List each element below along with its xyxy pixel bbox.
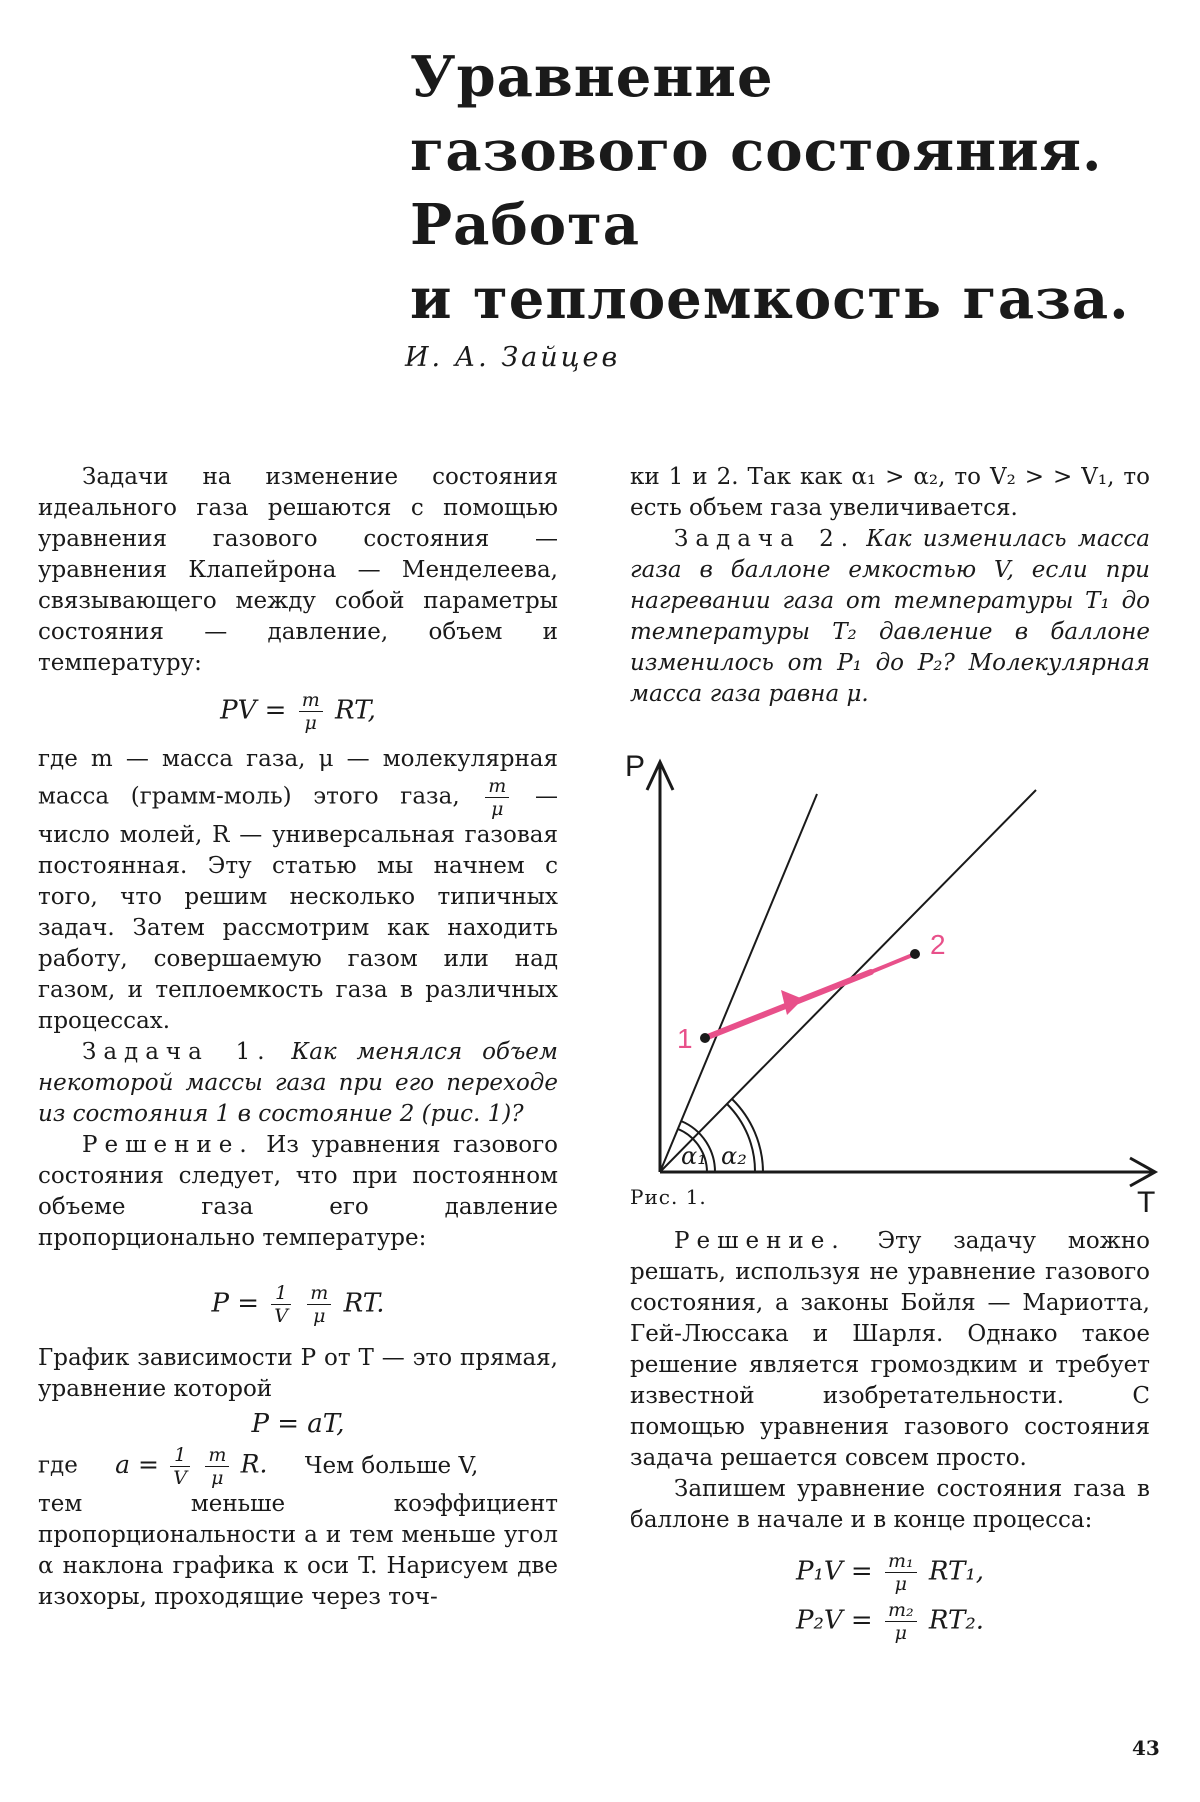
fraction-denominator: μ <box>894 1622 907 1644</box>
title-line-2: газового состояния. <box>410 118 1103 184</box>
formula-post-text: Чем больше V, <box>304 1452 479 1479</box>
task2-label: Задача 2. <box>674 526 856 552</box>
right-column-lower <box>630 1226 1150 1654</box>
definitions-text-a: где m — масса газа, μ — молекулярная масса (грамм-моль) этого газа, <box>38 746 558 810</box>
title-line-3: Работа <box>410 192 641 258</box>
formula-rhs: RT₂. <box>928 1605 985 1636</box>
figure-caption: Рис. 1. <box>630 1185 707 1209</box>
x-axis-label: T <box>1137 1186 1156 1219</box>
solution1-paragraph <box>38 1130 558 1254</box>
fraction-numerator: m <box>485 775 509 798</box>
fraction <box>205 1444 229 1489</box>
isochore-1 <box>660 794 817 1172</box>
left-column <box>38 462 558 1613</box>
fraction-denominator: V <box>274 1305 289 1327</box>
formula-initial-state <box>630 1550 1150 1595</box>
intro-paragraph: Задачи на изменение состояния идеального газа решаются с помощью уравнения газового состояния — уравнения Клапейрона — Менделеева, связывающего между собой параметры состояния — давление, объем и температуру: <box>38 464 558 676</box>
right-column <box>630 462 1150 710</box>
solution2-paragraph <box>630 1226 1150 1474</box>
formula-lhs: a = <box>115 1449 159 1479</box>
formula-lhs: P = <box>211 1288 260 1319</box>
angle-label-1: α₁ <box>681 1142 707 1170</box>
title-line-1: Уравнение <box>410 44 774 110</box>
fraction-numerator: m <box>307 1282 331 1305</box>
fraction <box>885 1599 917 1644</box>
fraction-denominator: μ <box>894 1573 907 1595</box>
state-equation-paragraph: Запишем уравнение состояния газа в баллоне в начале и в конце процесса: <box>630 1476 1150 1533</box>
state-point-2 <box>910 949 920 959</box>
fraction <box>170 1444 190 1489</box>
formula-lhs: P₁V = <box>795 1556 873 1587</box>
process-segment <box>871 954 915 972</box>
y-axis-label: P <box>625 750 646 783</box>
state-label-2: 2 <box>930 929 946 960</box>
state-point-1 <box>700 1033 710 1043</box>
fraction-denominator: μ <box>304 712 317 734</box>
solution1-text: Из уравнения газового состояния следует, что при постоянном объеме газа его давление пропорционально температуре: <box>38 1132 558 1251</box>
article-title <box>410 40 1130 336</box>
formula-clapeyron <box>38 689 558 734</box>
fraction <box>299 689 323 734</box>
formula-linear: P = aT, <box>251 1409 345 1439</box>
state-label-1: 1 <box>677 1023 693 1054</box>
fraction <box>271 1282 291 1327</box>
fraction-numerator: 1 <box>170 1444 190 1467</box>
task2-text: Как изменилась масса газа в баллоне емкостью V, если при нагревании газа от температуры T₁ до температуры T₂ давление в баллоне изменилось от P₁ до P₂? Молекулярная масса газа равна μ. <box>630 526 1151 707</box>
fraction-numerator: m <box>205 1444 229 1467</box>
fraction-denominator: μ <box>313 1305 326 1327</box>
definitions-text-b: — число молей, R — универсальная газовая постоянная. Эту статью мы начнем с того, что решим несколько типичных задач. Затем рассмотрим как находить работу, совершаемую газом или над газом, и теплоемкость газа в различных процессах. <box>38 783 558 1034</box>
solution2-label: Решение. <box>674 1228 846 1254</box>
fraction-numerator: m₂ <box>885 1599 917 1622</box>
fraction-numerator: 1 <box>271 1282 291 1305</box>
formula-final-state <box>630 1599 1150 1644</box>
task1-label: Задача 1. <box>82 1039 272 1065</box>
solution1-label: Решение. <box>82 1132 254 1158</box>
formula-rhs: RT, <box>334 695 376 726</box>
formula-rhs: RT. <box>343 1288 385 1319</box>
author: И. А. Зайцев <box>405 342 621 373</box>
fraction-denominator: μ <box>491 798 504 820</box>
formula-coefficient-line <box>38 1444 558 1489</box>
formula-rhs: R. <box>240 1449 268 1479</box>
fraction-numerator: m <box>299 689 323 712</box>
fraction-denominator: V <box>173 1467 187 1489</box>
fraction-denominator: μ <box>211 1467 224 1489</box>
fraction-numerator: m₁ <box>885 1550 917 1573</box>
fraction <box>307 1282 331 1327</box>
task2-paragraph <box>630 524 1150 710</box>
formula-lhs: PV = <box>220 695 287 726</box>
solution2-text: Эту задачу можно решать, используя не уравнение газового состояния, а законы Бойля — Мариотта, Гей-Люссака и Шарля. Однако такое решение является громоздким и требует известной изобретательности. С помощью уравнения газового состояния задача решается совсем просто. <box>630 1228 1150 1471</box>
graph-paragraph: График зависимости P от T — это прямая, уравнение которой <box>38 1345 558 1402</box>
angle-label-2: α₂ <box>721 1142 747 1170</box>
task1-text: Как менялся объем некоторой массы газа при его переходе из состояния 1 в состояние 2 (рис. 1)? <box>38 1039 558 1127</box>
moles-fraction <box>485 775 509 820</box>
definitions-paragraph <box>38 744 558 1037</box>
title-line-4: и теплоемкость газа. <box>410 266 1130 332</box>
coefficient-paragraph: тем меньше коэффициент пропорциональности a и тем меньше угол α наклона графика к оси T. Нарисуем две изохоры, проходящие через точ- <box>38 1491 558 1610</box>
where-label: где <box>38 1452 78 1479</box>
page-number: 43 <box>1132 1736 1160 1760</box>
formula-lhs: P₂V = <box>795 1605 873 1636</box>
continuation-paragraph: ки 1 и 2. Так как α₁ > α₂, то V₂ > > V₁, то есть объем газа увеличивается. <box>630 464 1150 521</box>
fraction <box>885 1550 917 1595</box>
formula-pressure <box>38 1282 558 1327</box>
formula-rhs: RT₁, <box>928 1556 985 1587</box>
task1-paragraph <box>38 1037 558 1130</box>
figure-1-isochores <box>625 742 1165 1219</box>
